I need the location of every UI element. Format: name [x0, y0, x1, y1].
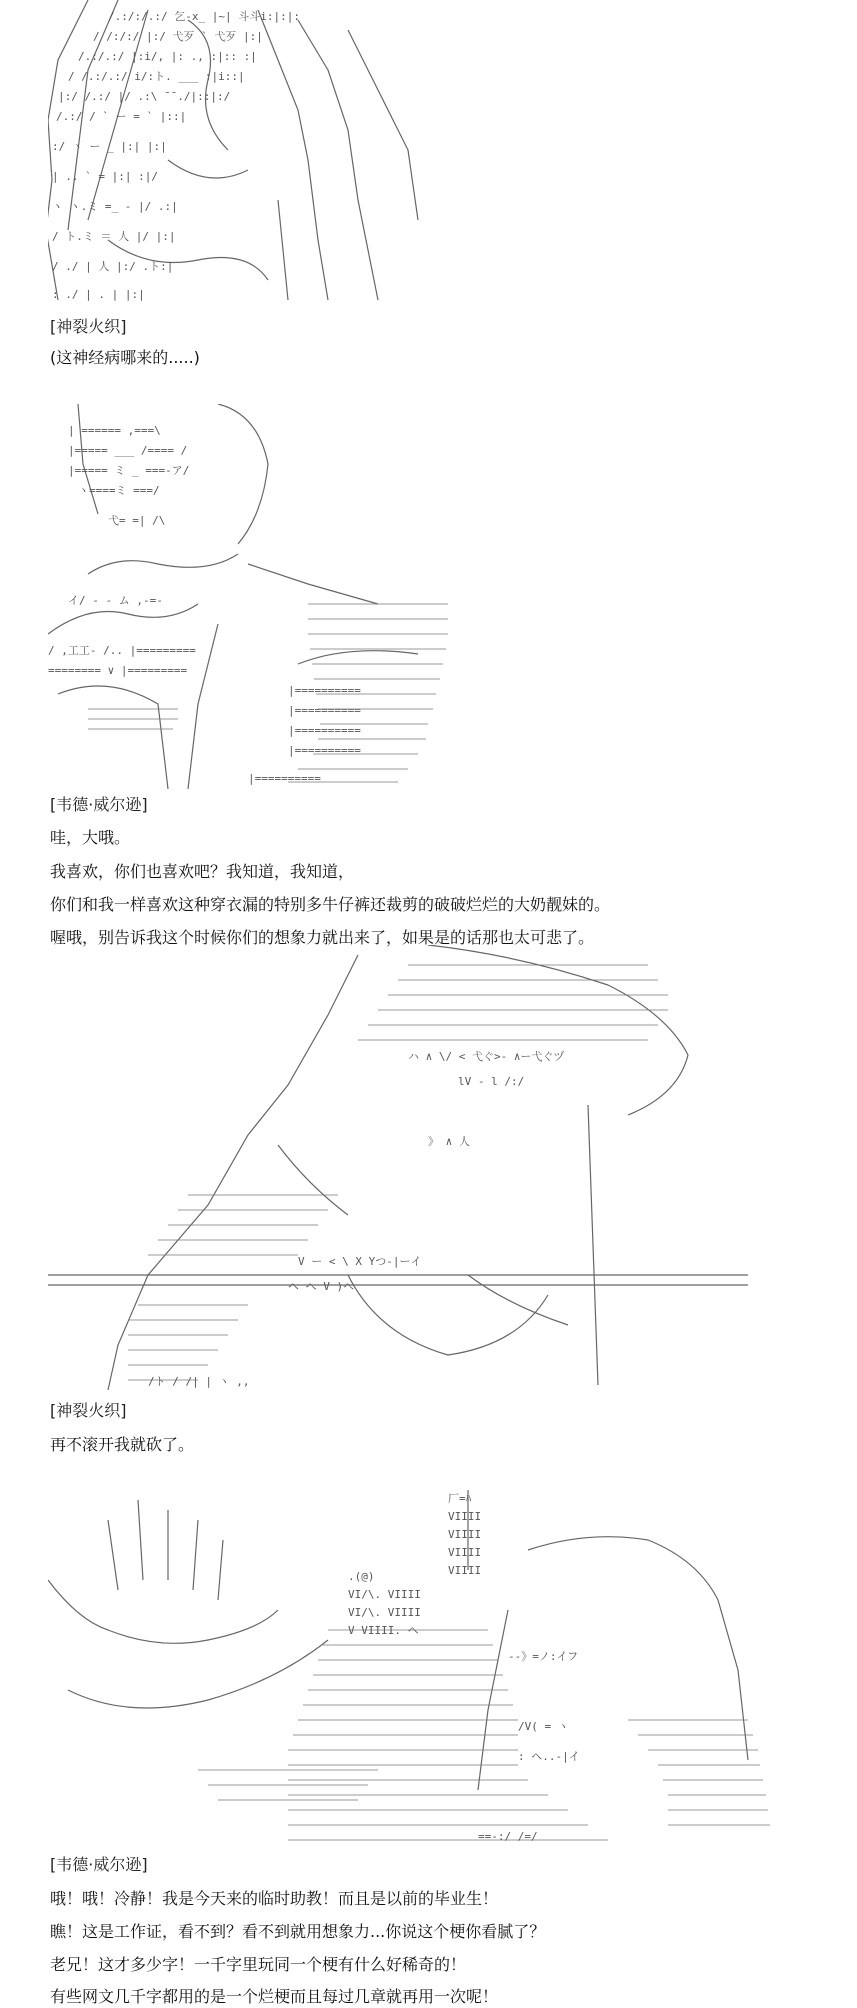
svg-text:/V( = ヽ: /V( = ヽ	[518, 1720, 569, 1733]
ascii-art-drawing-2	[48, 404, 468, 789]
speaker-label: [韦德·威尔逊]	[50, 1855, 148, 1874]
svg-text:/.:/ / ` ー = ` |::|: /.:/ / ` ー = ` |::|	[56, 110, 187, 123]
dialogue-line: 哦！哦！冷静！我是今天来的临时助教！而且是以前的毕业生！	[50, 1889, 499, 1908]
svg-text:VIIII: VIIII	[448, 1510, 482, 1523]
svg-text:|==========: |==========	[248, 772, 321, 785]
svg-text:ヘ へ V )へ: ヘ へ V )へ	[288, 1280, 355, 1293]
svg-text:|===== ___ /==== /: |===== ___ /==== /	[68, 444, 188, 457]
svg-text:|==========: |==========	[288, 744, 361, 757]
svg-text:|==========: |==========	[288, 684, 361, 697]
svg-text:ハ ∧ \/ < 弋ぐ>- ∧ー弋ぐヅ: ハ ∧ \/ < 弋ぐ>- ∧ー弋ぐヅ	[408, 1050, 565, 1063]
svg-text:|===== ミ _ ===-ア/: |===== ミ _ ===-ア/	[68, 464, 190, 477]
dialogue-line: 哇，大哦。	[50, 828, 131, 847]
dialogue-line: 瞧！这是工作证，看不到？看不到就用想象力...你说这个梗你看腻了？	[50, 1922, 546, 1941]
svg-text:.(@): .(@)	[348, 1570, 375, 1583]
svg-text:/.:/:/.:/ 乞-x_ |~| 斗斗i:|:|:: /.:/:/.:/ 乞-x_ |~| 斗斗i:|:|:	[108, 10, 300, 23]
svg-text:ヽ ヽ.ミ =_ - |/ .:|: ヽ ヽ.ミ =_ - |/ .:|	[52, 200, 178, 213]
svg-text:弋= =| /\: 弋= =| /\	[108, 514, 166, 527]
svg-text:| ====== ,===\: | ====== ,===\	[68, 424, 161, 437]
svg-text:/ /:/:/ |:/ 弋歹 ` 弋歹 |:|: / /:/:/ |:/ 弋歹 ` 弋歹 |:|	[93, 30, 263, 43]
svg-text:==-:/ /=/: ==-:/ /=/	[478, 1830, 538, 1843]
svg-text:| .. ` = |:| :|/: | .. ` = |:| :|/	[52, 170, 158, 183]
svg-text:》 ∧ 人: 》 ∧ 人	[428, 1135, 470, 1148]
ascii-art-figure-4	[48, 1490, 778, 1845]
svg-text:イ/ - - ム ,-=-: イ/ - - ム ,-=-	[68, 594, 163, 607]
speaker-label: [韦德·威尔逊]	[50, 795, 148, 814]
speaker-label: [神裂火织]	[50, 317, 127, 336]
ascii-art-drawing-4	[48, 1490, 778, 1845]
ascii-art-figure-2	[48, 404, 468, 789]
svg-text:/ ,工工- /.. |=========: / ,工工- /.. |=========	[48, 644, 196, 657]
dialogue-line: 喔哦，别告诉我这个时候你们的想象力就出来了，如果是的话那也太可悲了。	[50, 928, 595, 947]
svg-text:VI/\. VIIII: VI/\. VIIII	[348, 1606, 421, 1619]
svg-text:V VIIII. ヘ: V VIIII. ヘ	[348, 1624, 419, 1637]
svg-text:: ヘ..-|イ: : ヘ..-|イ	[518, 1750, 580, 1763]
svg-text:/.:/.:/ |:i/, |: ., :|:: :|: /.:/.:/ |:i/, |: ., :|:: :|	[78, 50, 257, 63]
svg-text:VIIII: VIIII	[448, 1546, 482, 1559]
ascii-art-figure-1	[48, 0, 428, 310]
ascii-art-figure-3	[48, 945, 748, 1395]
svg-text:======== ∨ |=========: ======== ∨ |=========	[48, 664, 188, 677]
dialogue-line: 你们和我一样喜欢这种穿衣漏的特别多牛仔裤还裁剪的破破烂烂的大奶靓妹的。	[50, 895, 611, 914]
svg-text:ヽ====ミ ===/: ヽ====ミ ===/	[78, 484, 160, 497]
dialogue-line: 老兄！这才多少字！一千字里玩同一个梗有什么好稀奇的！	[50, 1955, 467, 1974]
svg-text:/ ト.ミ ＝ 人 |/ |:|: / ト.ミ ＝ 人 |/ |:|	[52, 230, 176, 243]
svg-text:|==========: |==========	[288, 704, 361, 717]
svg-text:|==========: |==========	[288, 724, 361, 737]
svg-text:VIIII: VIIII	[448, 1528, 482, 1541]
svg-text:/ /.:/.:/ i/:ト. ___ :|i::|: / /.:/.:/ i/:ト. ___ :|i::|	[68, 70, 245, 83]
svg-text::/ ヽ ー _ |:| |:|: :/ ヽ ー _ |:| |:|	[52, 140, 167, 153]
svg-text:|:/ /.:/ |/ .:\ ̄ ̄ ./|::|:/: |:/ /.:/ |/ .:\ ̄ ̄ ./|::|:/	[58, 90, 231, 103]
dialogue-line: (这神经病哪来的.....)	[50, 348, 200, 367]
svg-text:厂=ﾊ: 厂=ﾊ	[448, 1492, 472, 1505]
svg-text:VI/\. VIIII: VI/\. VIIII	[348, 1588, 421, 1601]
svg-text:: ./ | . | |:|: : ./ | . | |:|	[52, 288, 145, 301]
svg-text:lV - l /:/: lV - l /:/	[458, 1075, 525, 1088]
ascii-art-drawing-3	[48, 945, 748, 1395]
ascii-art-drawing-1	[48, 0, 428, 310]
svg-text:VIIII: VIIII	[448, 1564, 482, 1577]
dialogue-line: 有些网文几千字都用的是一个烂梗而且每过几章就再用一次呢！	[50, 1987, 499, 2006]
svg-text:/ト / /| | ヽ ,,: /ト / /| | ヽ ,,	[148, 1375, 250, 1388]
dialogue-line: 我喜欢，你们也喜欢吧？我知道，我知道，	[50, 862, 355, 881]
speaker-label: [神裂火织]	[50, 1401, 127, 1420]
svg-text:/ ./ | 人 |:/ .ト:|: / ./ | 人 |:/ .ト:|	[52, 260, 174, 273]
svg-text:V ー < \ X Yつ-|ーイ: V ー < \ X Yつ-|ーイ	[298, 1255, 422, 1268]
svg-text:--》=ノ:イフ: --》=ノ:イフ	[508, 1650, 579, 1663]
dialogue-line: 再不滚开我就砍了。	[50, 1435, 195, 1454]
